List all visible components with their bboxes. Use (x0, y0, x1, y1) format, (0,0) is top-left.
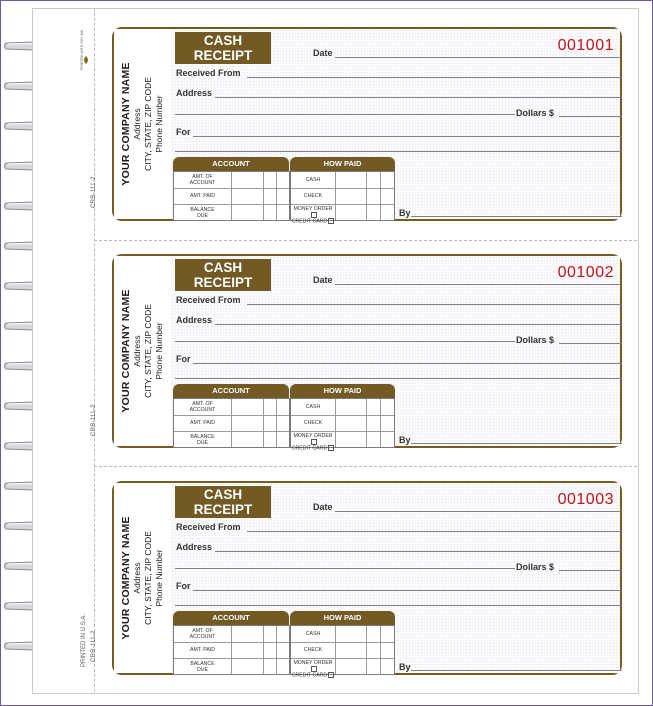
amount-line[interactable] (175, 341, 515, 342)
received-from-line[interactable] (247, 304, 622, 305)
printed-in-usa: PRINTED IN U.S.A. (81, 613, 87, 667)
stub-perforation (94, 8, 95, 692)
received-from-label: Received From (176, 522, 241, 532)
soy-ink-text: PRINTED WITH SOY INK (80, 29, 84, 70)
stub-form-code: CRB-111-2 (91, 176, 97, 208)
for-line[interactable] (193, 590, 622, 591)
cash-label: CASH (305, 404, 321, 410)
account-header: ACCOUNT (173, 157, 289, 171)
for-label: For (176, 354, 191, 364)
title-line-1: CASH (203, 487, 243, 502)
account-grid (173, 625, 290, 675)
cash-receipt-title (175, 259, 271, 291)
address-label: Address (176, 88, 213, 98)
title-line-2: RECEIPT (193, 275, 253, 290)
serial-number: 001001 (557, 37, 614, 54)
company-city-line: CITY, STATE, ZIP CODE (142, 304, 153, 398)
company-phone: Phone Number (153, 95, 164, 153)
account-payment-table (173, 611, 395, 679)
amt-paid-label: AMT. PAID (190, 193, 215, 199)
credit-card-checkbox[interactable] (328, 445, 334, 451)
date-label: Date (313, 48, 333, 58)
title-line-1: CASH (203, 33, 243, 48)
perforation-line (94, 466, 637, 467)
credit-card-checkbox[interactable] (328, 672, 334, 678)
by-label: By (399, 208, 411, 218)
title-line-2: RECEIPT (193, 48, 253, 63)
amt-of-account-label: AMT. OF ACCOUNT (189, 174, 216, 186)
cash-label: CASH (305, 631, 321, 637)
stub-form-code: CRB-111-2 (91, 630, 97, 662)
company-name: YOUR COMPANY NAME (119, 516, 132, 640)
for-line-2[interactable] (175, 605, 622, 606)
cash-receipt-title (175, 32, 271, 64)
date-line[interactable] (335, 284, 621, 285)
account-grid (173, 171, 290, 221)
address-line[interactable] (215, 324, 622, 325)
date-label: Date (313, 502, 333, 512)
dollars-line[interactable] (559, 570, 622, 571)
how-paid-header: HOW PAID (290, 384, 395, 398)
dollars-label: Dollars $ (516, 335, 555, 345)
credit-card-checkbox[interactable] (328, 218, 334, 224)
money-order-checkbox[interactable] (311, 439, 317, 445)
amt-paid-label: AMT. PAID (190, 420, 215, 426)
amount-line[interactable] (175, 568, 515, 569)
received-from-label: Received From (176, 68, 241, 78)
date-line[interactable] (335, 57, 621, 58)
for-line[interactable] (193, 363, 622, 364)
stub-form-code: CRB-111-2 (91, 404, 97, 436)
for-line[interactable] (193, 136, 622, 137)
received-from-label: Received From (176, 295, 241, 305)
by-label: By (399, 435, 411, 445)
company-address: Address (131, 335, 142, 367)
received-from-line[interactable] (247, 77, 622, 78)
company-address: Address (131, 562, 142, 594)
cash-label: CASH (305, 177, 321, 183)
receipt-body (171, 29, 620, 225)
by-line[interactable] (411, 443, 622, 444)
how-paid-header: HOW PAID (290, 157, 395, 171)
perforation-line (94, 240, 637, 241)
company-city-line: CITY, STATE, ZIP CODE (142, 531, 153, 625)
dollars-label: Dollars $ (516, 562, 555, 572)
check-label: CHECK (303, 647, 323, 653)
title-line-2: RECEIPT (193, 502, 253, 517)
company-phone: Phone Number (153, 322, 164, 380)
address-label: Address (176, 315, 213, 325)
company-address: Address (131, 108, 142, 140)
money-order-credit-card-label: MONEY ORDER CREDIT CARD (291, 206, 333, 225)
by-line[interactable] (411, 216, 622, 217)
address-label: Address (176, 542, 213, 552)
amt-paid-label: AMT. PAID (190, 647, 215, 653)
receipt-form (112, 27, 622, 225)
account-header: ACCOUNT (173, 611, 289, 625)
cash-receipt-title (175, 486, 271, 518)
balance-due-label: BALANCE DUE (190, 661, 215, 673)
received-from-line[interactable] (247, 531, 622, 532)
amount-line[interactable] (175, 114, 515, 115)
company-name: YOUR COMPANY NAME (119, 289, 132, 413)
date-label: Date (313, 275, 333, 285)
money-order-checkbox[interactable] (311, 666, 317, 672)
how-paid-grid (290, 625, 395, 679)
address-line[interactable] (215, 97, 622, 98)
company-block (114, 256, 173, 446)
company-block (114, 29, 173, 219)
account-payment-table (173, 157, 395, 225)
by-label: By (399, 662, 411, 672)
company-phone: Phone Number (153, 549, 164, 607)
for-line-2[interactable] (175, 378, 622, 379)
company-name: YOUR COMPANY NAME (119, 62, 132, 186)
how-paid-grid (290, 171, 395, 225)
receipt-form (112, 254, 622, 452)
check-label: CHECK (303, 193, 323, 199)
dollars-line[interactable] (559, 116, 622, 117)
account-payment-table (173, 384, 395, 452)
for-label: For (176, 127, 191, 137)
account-header: ACCOUNT (173, 384, 289, 398)
amt-of-account-label: AMT. OF ACCOUNT (189, 628, 216, 640)
address-line[interactable] (215, 551, 622, 552)
receipt-form (112, 481, 622, 679)
check-label: CHECK (303, 420, 323, 426)
money-order-checkbox[interactable] (311, 212, 317, 218)
title-line-1: CASH (203, 260, 243, 275)
receipt-body (171, 483, 620, 679)
money-order-credit-card-label: MONEY ORDER CREDIT CARD (291, 660, 333, 679)
how-paid-grid (290, 398, 395, 452)
serial-number: 001003 (557, 491, 614, 508)
amt-of-account-label: AMT. OF ACCOUNT (189, 401, 216, 413)
dollars-line[interactable] (559, 343, 622, 344)
date-line[interactable] (335, 511, 621, 512)
serial-number: 001002 (557, 264, 614, 281)
company-city-line: CITY, STATE, ZIP CODE (142, 77, 153, 171)
for-label: For (176, 581, 191, 591)
how-paid-header: HOW PAID (290, 611, 395, 625)
for-line-2[interactable] (175, 151, 622, 152)
dollars-label: Dollars $ (516, 108, 555, 118)
account-grid (173, 398, 290, 448)
money-order-credit-card-label: MONEY ORDER CREDIT CARD (291, 433, 333, 452)
by-line[interactable] (411, 670, 622, 671)
balance-due-label: BALANCE DUE (190, 434, 215, 446)
balance-due-label: BALANCE DUE (190, 207, 215, 219)
receipt-body (171, 256, 620, 452)
company-block (114, 483, 173, 673)
